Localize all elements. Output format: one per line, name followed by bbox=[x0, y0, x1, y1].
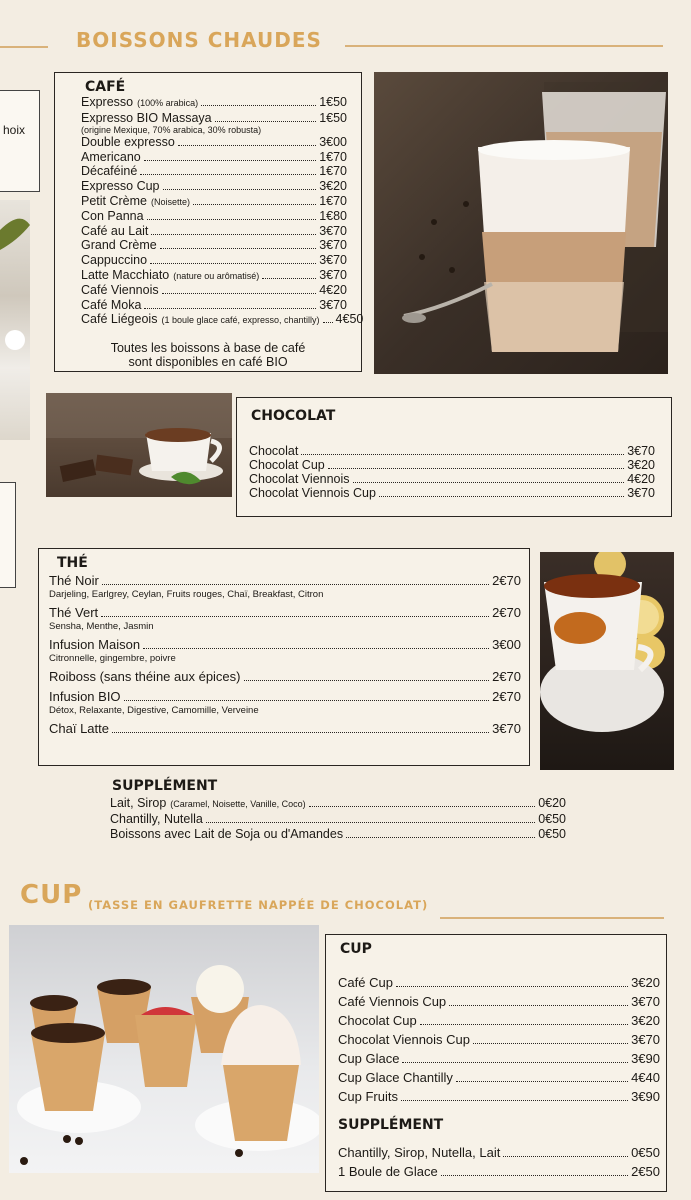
leader-dots bbox=[301, 454, 624, 455]
hot-chocolate-cup-icon bbox=[46, 393, 232, 497]
menu-row bbox=[81, 268, 347, 284]
cafe-box bbox=[54, 72, 362, 372]
item-name: Roiboss (sans théine aux épices) bbox=[49, 669, 241, 684]
leader-dots bbox=[163, 189, 317, 190]
item-note: (Caramel, Noisette, Vanille, Coco) bbox=[170, 799, 306, 809]
item-name: Petit Crème bbox=[81, 193, 147, 208]
leader-dots bbox=[473, 1043, 628, 1044]
menu-row bbox=[81, 283, 347, 298]
menu-row bbox=[338, 1143, 660, 1162]
chocolate-photo bbox=[46, 393, 232, 497]
leader-dots bbox=[201, 105, 316, 106]
leader-dots bbox=[379, 496, 624, 497]
item-price: 1€70 bbox=[319, 193, 347, 208]
menu-row bbox=[249, 444, 655, 458]
menu-row bbox=[338, 1049, 660, 1068]
menu-row bbox=[49, 689, 521, 705]
leader-dots bbox=[503, 1156, 628, 1157]
item-price: 1€70 bbox=[319, 164, 347, 179]
menu-row bbox=[81, 194, 347, 210]
menu-row bbox=[49, 637, 521, 653]
item-price: 3€90 bbox=[631, 1089, 660, 1104]
menu-row bbox=[338, 1162, 660, 1181]
item-price: 2€70 bbox=[492, 605, 521, 620]
cup-title: CUP bbox=[340, 941, 372, 957]
menu-row bbox=[49, 669, 521, 685]
item-price: 1€50 bbox=[319, 95, 347, 109]
left-partial-box-top bbox=[0, 90, 40, 192]
item-name: Expresso Cup bbox=[81, 178, 160, 193]
item-name: Boissons avec Lait de Soja ou d'Amandes bbox=[110, 827, 344, 841]
item-name: Americano bbox=[81, 149, 141, 164]
left-partial-photo bbox=[0, 200, 30, 440]
tea-photo bbox=[540, 552, 674, 770]
leader-dots bbox=[215, 121, 317, 122]
the-box bbox=[38, 548, 530, 766]
cafe-footer bbox=[55, 341, 361, 369]
item-price: 3€00 bbox=[319, 135, 347, 150]
item-price: 4€20 bbox=[319, 283, 347, 298]
chocolat-title: CHOCOLAT bbox=[251, 408, 336, 424]
item-name: Chocolat Viennois Cup bbox=[249, 486, 376, 500]
header-line-right bbox=[345, 45, 663, 47]
item-name: Chocolat Viennois bbox=[249, 472, 350, 486]
leader-dots bbox=[420, 1024, 628, 1025]
section-title-cup: CUP bbox=[20, 880, 83, 910]
item-name: Thé Vert bbox=[49, 605, 99, 620]
cup-list bbox=[338, 973, 660, 1106]
item-name: Expresso BIO Massaya bbox=[81, 110, 212, 125]
leader-dots bbox=[206, 822, 535, 823]
leader-dots bbox=[456, 1081, 628, 1082]
cafe-title: CAFÉ bbox=[85, 79, 126, 95]
item-name: Chocolat bbox=[249, 444, 299, 458]
the-title: THÉ bbox=[57, 555, 88, 571]
item-name: Cup Glace bbox=[338, 1051, 400, 1066]
item-name: Chantilly, Nutella bbox=[110, 812, 203, 826]
item-price: 3€70 bbox=[319, 297, 347, 312]
item-price: 3€70 bbox=[492, 721, 521, 736]
leader-dots bbox=[140, 174, 316, 175]
leader-dots bbox=[102, 584, 489, 585]
item-name: Grand Crème bbox=[81, 238, 157, 253]
header-line-left bbox=[0, 46, 48, 48]
leader-dots bbox=[144, 160, 316, 161]
item-name: Café Viennois Cup bbox=[338, 994, 447, 1009]
item-name: Con Panna bbox=[81, 209, 144, 224]
cafe-footer-line1: Toutes les boissons à base de café bbox=[110, 341, 306, 355]
menu-row bbox=[338, 973, 660, 992]
item-price: 2€70 bbox=[492, 669, 521, 684]
item-sub: Détox, Relaxante, Digestive, Camomille, Verveine bbox=[49, 705, 259, 716]
supplement-list bbox=[110, 796, 566, 842]
item-name: Cappuccino bbox=[81, 252, 148, 267]
item-name: Latte Macchiato bbox=[81, 267, 170, 282]
item-name: Café au Lait bbox=[81, 223, 149, 238]
item-price: 3€70 bbox=[627, 444, 655, 458]
item-name: Double expresso bbox=[81, 135, 175, 150]
item-price: 3€70 bbox=[627, 486, 655, 500]
item-price: 3€20 bbox=[631, 1013, 660, 1028]
menu-row bbox=[338, 1068, 660, 1087]
item-price: 1€80 bbox=[319, 209, 347, 224]
waffle-cups-icon bbox=[9, 925, 319, 1173]
item-sub: Citronnelle, gingembre, poivre bbox=[49, 653, 176, 664]
menu-row bbox=[81, 150, 347, 165]
item-price: 2€70 bbox=[492, 573, 521, 588]
cup-header-line bbox=[440, 917, 664, 919]
menu-row bbox=[49, 605, 521, 621]
leader-dots bbox=[144, 308, 316, 309]
menu-row bbox=[81, 253, 347, 268]
section-subtitle-cup: (TASSE EN GAUFRETTE NAPPÉE DE CHOCOLAT) bbox=[88, 898, 429, 912]
leader-dots bbox=[162, 293, 317, 294]
menu-row bbox=[249, 472, 655, 486]
leader-dots bbox=[396, 986, 628, 987]
menu-row bbox=[81, 111, 347, 126]
cup-supplement-list bbox=[338, 1143, 660, 1181]
leader-dots bbox=[401, 1100, 628, 1101]
menu-row bbox=[81, 224, 347, 239]
cup-supplement-title: SUPPLÉMENT bbox=[338, 1117, 444, 1133]
menu-row bbox=[110, 796, 566, 812]
leader-dots bbox=[124, 700, 490, 701]
menu-row bbox=[338, 1087, 660, 1106]
cafe-list bbox=[81, 95, 364, 328]
latte-glass-icon bbox=[374, 72, 668, 374]
item-price: 1€50 bbox=[319, 110, 347, 125]
item-price: 3€70 bbox=[319, 223, 347, 238]
left-partial-box-bottom bbox=[0, 482, 16, 588]
leader-dots bbox=[262, 278, 316, 279]
menu-row bbox=[110, 827, 566, 842]
menu-row bbox=[338, 992, 660, 1011]
item-price: 3€20 bbox=[631, 975, 660, 990]
menu-row bbox=[49, 721, 521, 737]
leader-dots bbox=[309, 806, 536, 807]
menu-row bbox=[338, 1011, 660, 1030]
menu-row bbox=[81, 238, 347, 253]
item-name: Café Liégeois bbox=[81, 312, 158, 327]
leader-dots bbox=[112, 732, 489, 733]
item-price: 3€90 bbox=[631, 1051, 660, 1066]
chocolat-list bbox=[249, 444, 655, 500]
item-price: 3€20 bbox=[627, 458, 655, 472]
menu-row bbox=[81, 135, 347, 150]
leader-dots bbox=[147, 219, 317, 220]
item-price: 0€50 bbox=[631, 1145, 660, 1160]
item-name: Café Viennois bbox=[81, 283, 159, 298]
bio-origin-note: (origine Mexique, 70% arabica, 30% robusta) bbox=[81, 125, 262, 136]
item-name: Cup Glace Chantilly bbox=[338, 1070, 453, 1085]
item-price: 3€20 bbox=[319, 178, 347, 193]
item-price: 4€40 bbox=[631, 1070, 660, 1085]
item-price: 3€70 bbox=[319, 252, 347, 267]
leader-dots bbox=[178, 145, 316, 146]
supplement-section bbox=[110, 778, 566, 842]
item-name: 1 Boule de Glace bbox=[338, 1164, 438, 1179]
cup-photo bbox=[9, 925, 319, 1173]
menu-row bbox=[81, 179, 347, 194]
item-sub: Darjeling, Earlgrey, Ceylan, Fruits rouges, Chaï, Breakfast, Citron bbox=[49, 589, 324, 600]
leader-dots bbox=[193, 204, 316, 205]
item-name: Chaï Latte bbox=[49, 721, 109, 736]
leader-dots bbox=[353, 482, 625, 483]
cafe-footer-line2: sont disponibles en café BIO bbox=[128, 355, 288, 369]
item-name: Lait, Sirop bbox=[110, 796, 167, 810]
item-price: 3€70 bbox=[319, 238, 347, 253]
menu-row bbox=[81, 95, 347, 111]
tea-cup-icon bbox=[540, 552, 674, 770]
latte-photo bbox=[374, 72, 668, 374]
leader-dots bbox=[441, 1175, 628, 1176]
item-name: Chantilly, Sirop, Nutella, Lait bbox=[338, 1145, 501, 1160]
leader-dots bbox=[402, 1062, 628, 1063]
item-price: 0€20 bbox=[538, 796, 566, 810]
menu-row bbox=[249, 458, 655, 472]
item-note: (nature ou arômatisé) bbox=[173, 270, 260, 281]
item-price: 0€50 bbox=[538, 812, 566, 826]
supplement-title: SUPPLÉMENT bbox=[112, 778, 218, 794]
item-name: Expresso bbox=[81, 95, 134, 109]
item-note: (1 boule glace café, expresso, chantilly) bbox=[161, 315, 320, 326]
leader-dots bbox=[101, 616, 489, 617]
item-price: 0€50 bbox=[538, 827, 566, 841]
leader-dots bbox=[160, 248, 316, 249]
item-name: Chocolat Cup bbox=[249, 458, 325, 472]
item-name: Cup Fruits bbox=[338, 1089, 398, 1104]
cup-box bbox=[325, 934, 667, 1192]
menu-row bbox=[49, 573, 521, 589]
leader-dots bbox=[346, 837, 535, 838]
leader-dots bbox=[449, 1005, 628, 1006]
item-price: 2€50 bbox=[631, 1164, 660, 1179]
chocolat-box bbox=[236, 397, 672, 517]
the-list bbox=[49, 573, 521, 737]
item-price: 4€50 bbox=[335, 312, 364, 327]
menu-row bbox=[81, 164, 347, 179]
leader-dots bbox=[244, 680, 490, 681]
item-price: 3€70 bbox=[631, 1032, 660, 1047]
item-price: 3€70 bbox=[319, 267, 347, 282]
item-price: 4€20 bbox=[627, 472, 655, 486]
herb-leaf-icon bbox=[0, 200, 30, 440]
item-name: Thé Noir bbox=[49, 573, 99, 588]
item-price: 3€70 bbox=[631, 994, 660, 1009]
item-name: Infusion Maison bbox=[49, 637, 141, 652]
item-price: 3€00 bbox=[492, 637, 521, 652]
menu-row bbox=[81, 209, 347, 224]
section-title-boissons-chaudes: BOISSONS CHAUDES bbox=[76, 28, 322, 52]
item-name: Infusion BIO bbox=[49, 689, 121, 704]
leader-dots bbox=[328, 468, 624, 469]
item-name: Café Cup bbox=[338, 975, 393, 990]
menu-row bbox=[249, 486, 655, 500]
item-price: 2€70 bbox=[492, 689, 521, 704]
item-note: (100% arabica) bbox=[137, 98, 199, 108]
leader-dots bbox=[323, 322, 333, 323]
item-name: Décaféiné bbox=[81, 164, 138, 179]
item-price: 1€70 bbox=[319, 149, 347, 164]
menu-row bbox=[81, 298, 347, 313]
menu-row bbox=[110, 812, 566, 827]
item-note: (Noisette) bbox=[151, 196, 191, 207]
leader-dots bbox=[150, 263, 316, 264]
leader-dots bbox=[143, 648, 489, 649]
item-name: Chocolat Cup bbox=[338, 1013, 417, 1028]
item-name: Chocolat Viennois Cup bbox=[338, 1032, 471, 1047]
left-fragment-text: hoix bbox=[3, 123, 26, 137]
menu-row bbox=[81, 312, 364, 328]
item-sub: Sensha, Menthe, Jasmin bbox=[49, 621, 154, 632]
leader-dots bbox=[151, 234, 316, 235]
menu-row bbox=[338, 1030, 660, 1049]
item-name: Café Moka bbox=[81, 297, 142, 312]
